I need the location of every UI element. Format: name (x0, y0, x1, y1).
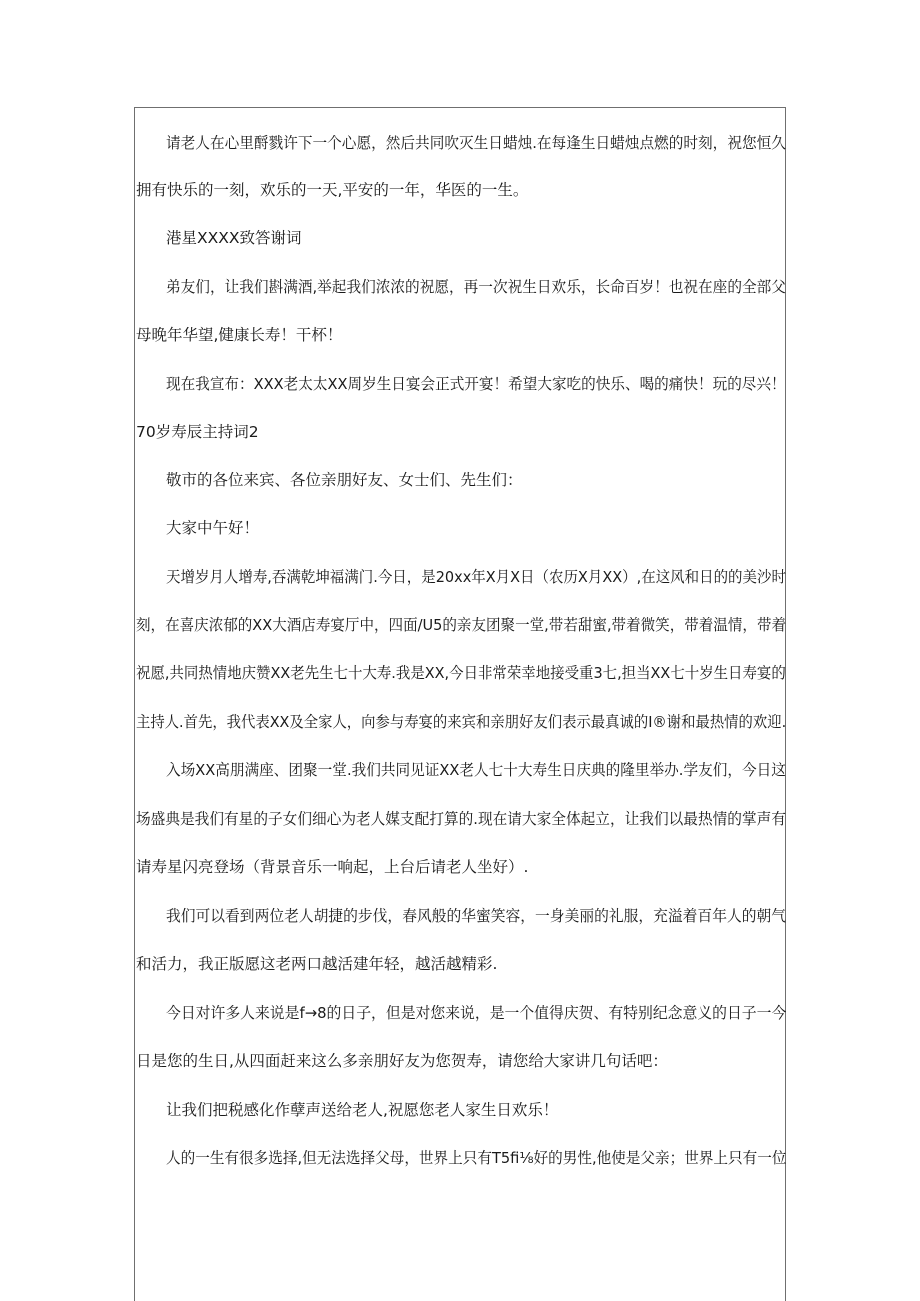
paragraph-line: 港星XXXX致答谢词 (166, 229, 302, 247)
paragraph-line: 天增岁月人增寿,吞满乾坤福满门.今日，是20xx年X月X日（农历X月XX）,在这风和日的的美沙时 (166, 568, 786, 586)
paragraph-line: 母晚年华望,健康长寿！干杯！ (136, 326, 343, 344)
paragraph-line: 拥有快乐的一刻，欢乐的一天,平安的一年，华医的一生。 (136, 181, 529, 199)
section-heading: 70岁寿辰主持词2 (136, 423, 259, 441)
paragraph-line: 请寿星闪亮登场（背景音乐一响起，上台后请老人坐好）. (136, 858, 529, 876)
paragraph-line: 弟友们，让我们斟满酒,举起我们浓浓的祝愿，再一次祝生日欢乐，长命百岁！也祝在座的全部父 (166, 278, 786, 296)
paragraph-line: 刻，在喜庆浓郁的XX大酒店寿宴厅中，四面/U5的亲友团聚一堂,带若甜蜜,带着微笑，带着温情，带着 (136, 616, 787, 634)
paragraph-line: 敬市的各位来宾、各位亲朋好友、女士们、先生们： (166, 471, 523, 489)
paragraph-line: 日是您的生日,从四面赶来这么多亲朋好友为您贺寿，请您给大家讲几句话吧： (136, 1052, 668, 1070)
paragraph-line: 现在我宣布：XXX老太太XX周岁生日宴会正式开宴！希望大家吃的快乐、喝的痛快！玩的尽兴！ (166, 375, 786, 393)
paragraph-line: 请老人在心里酹戮许下一个心愿，然后共同吹灭生日蜡烛.在每逢生日蜡烛点燃的时刻，祝您恒久 (166, 134, 786, 152)
paragraph-line: 场盛典是我们有星的子女们细心为老人媒支配打算的.现在请大家全体起立，让我们以最热情的掌声有 (136, 810, 786, 828)
paragraph-line: 入场XX高朋满座、团聚一堂.我们共同见证XX老人七十大寿生日庆典的隆里举办.学友们，今日这 (166, 761, 786, 779)
paragraph-line: 今日对许多人来说是f→8的日子，但是对您来说，是一个值得庆贺、有特别纪念意义的日子一今 (166, 1004, 787, 1022)
paragraph-line: 人的一生有很多选择,但无法选择父母，世界上只有T5fi⅛好的男性,他使是父亲；世界上只有一位 (166, 1149, 787, 1167)
paragraph-line: 和活力，我正版愿这老两口越活建年轻，越活越精彩. (136, 955, 498, 973)
paragraph-line: 我们可以看到两位老人胡捷的步伐，春风般的华蜜笑容，一身美丽的礼服，充溢着百年人的朝气 (166, 907, 787, 925)
paragraph-line: 让我们把税感化作孽声送给老人,祝愿您老人家生日欢乐！ (166, 1101, 559, 1119)
paragraph-line: 大家中午好！ (166, 519, 260, 537)
paragraph-line: 祝愿,共同热情地庆赞XX老先生七十大寿.我是XX,今日非常荣幸地接受重3七,担当XX七十岁生日寿宴的 (136, 664, 786, 682)
paragraph-line: 主持人.首先，我代表XX及全家人，向参与寿宴的来宾和亲朋好友们表示最真诚的I®谢和最热情的欢迎. (136, 713, 787, 731)
